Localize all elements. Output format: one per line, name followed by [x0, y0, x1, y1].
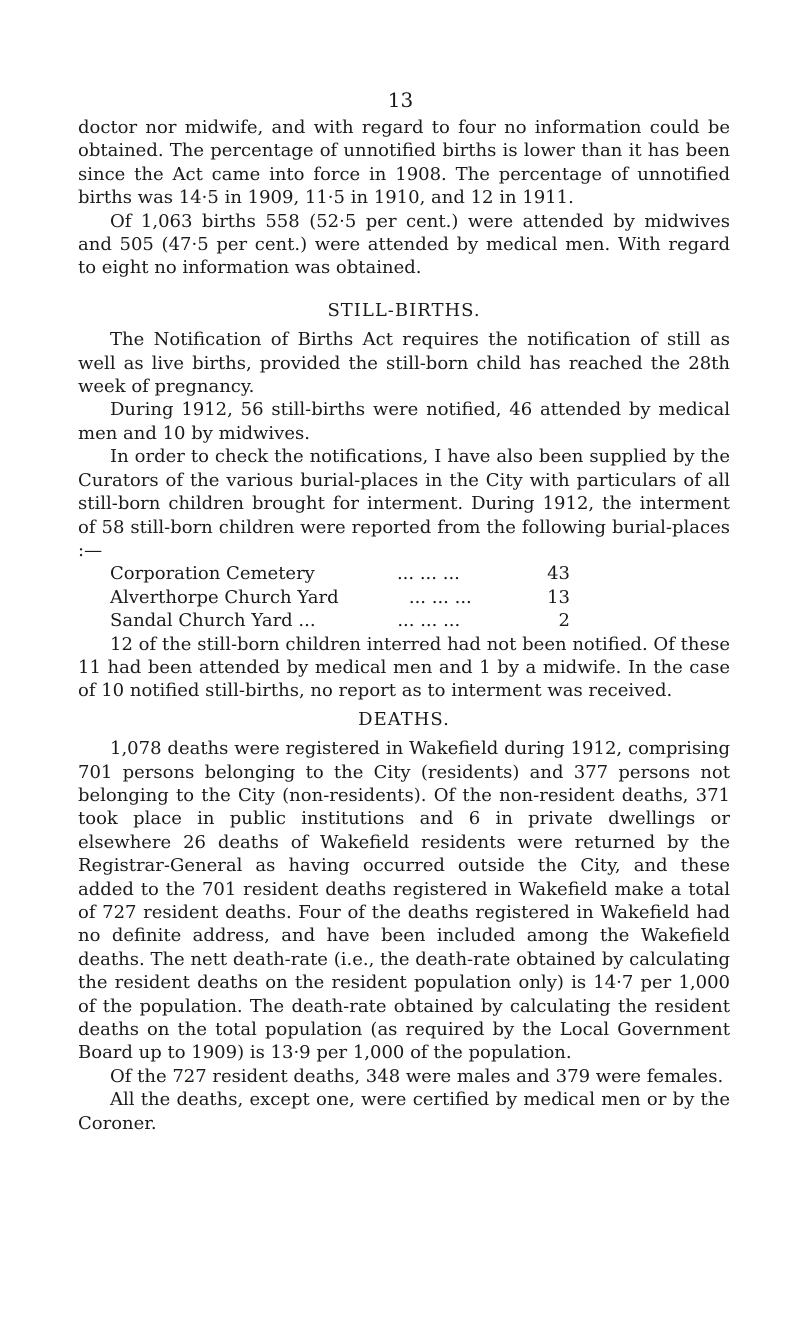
- paragraph-still-born-not-notified: 12 of the still-born children interred had not been notified. Of these 11 had been attended by medical men and 1 by a midwife. In the case of 10 notified still-births, no report as to interment was received.: [78, 633, 730, 702]
- burial-place-count: 13: [547, 586, 570, 608]
- paragraph-unnotified-births: doctor nor midwife, and with regard to four no information could be obtained. The percentage of unnotified births is lower than it has been since the Act came into force in 1908. The percentage of unnotified births was 14·5 in 1909, 11·5 in 1910, and 12 in 1911.: [78, 117, 730, 209]
- burial-place-leader: ... ... ...: [396, 563, 460, 585]
- burial-place-name: Alverthorpe Church Yard: [110, 586, 339, 608]
- burial-place-leader: ... ... ...: [408, 586, 472, 608]
- paragraph-still-births-1912: During 1912, 56 still-births were notified, 46 attended by medical men and 10 by midwives.: [78, 399, 730, 444]
- heading-still-births: STILL-BIRTHS.: [327, 299, 481, 321]
- paragraph-deaths-certified: All the deaths, except one, were certified by medical men or by the Coroner.: [78, 1089, 730, 1134]
- burial-place-name: Sandal Church Yard ...: [110, 610, 316, 632]
- burial-places-list: [110, 562, 570, 632]
- burial-place-leader: ... ... ...: [397, 610, 461, 632]
- heading-deaths: DEATHS.: [358, 708, 450, 730]
- burial-place-row: [110, 609, 570, 632]
- paragraph-curators-check: In order to check the notifications, I have also been supplied by the Curators of the various burial-places in the City with particulars of all still-born children brought for interment. During 1912, the interment of 58 still-born children were reported from the following burial-places :—: [78, 446, 730, 561]
- burial-place-row: [110, 562, 570, 585]
- paragraph-notification-act: The Notification of Births Act requires the notification of still as well as live births, provided the still-born child has reached the 28th week of pregnancy.: [78, 329, 730, 398]
- paragraph-deaths-registered: 1,078 deaths were registered in Wakefield during 1912, comprising 701 persons belonging to the City (residents) and 377 persons not belonging to the City (non-residents). Of the non-resident deaths, 371 took place in public institutions and 6 in private dwellings or elsewhere 26 deaths of Wakefield residents were returned by the Registrar-General as having occurred outside the City, and these added to the 701 resident deaths registered in Wakefield make a total of 727 resident deaths. Four of the deaths registered in Wakefield had no definite address, and have been included among the Wakefield deaths. The nett death-rate (i.e., the death-rate obtained by calculating the resident deaths on the resident population only) is 14·7 per 1,000 of the population. The death-rate obtained by calculating the resident deaths on the total population (as required by the Local Government Board up to 1909) is 13·9 per 1,000 of the population.: [78, 738, 730, 1064]
- paragraph-deaths-by-sex: Of the 727 resident deaths, 348 were males and 379 were females.: [110, 1065, 724, 1087]
- burial-place-count: 2: [558, 610, 570, 632]
- paragraph-births-attendance: Of 1,063 births 558 (52·5 per cent.) were attended by midwives and 505 (47·5 per cent.) were attended by medical men. With regard to eight no information was obtained.: [78, 210, 730, 279]
- burial-place-row: [110, 586, 570, 609]
- page-body: [78, 116, 730, 1135]
- burial-place-count: 43: [547, 563, 570, 585]
- page-number: 13: [387, 88, 414, 112]
- burial-place-name: Corporation Cemetery: [110, 563, 315, 585]
